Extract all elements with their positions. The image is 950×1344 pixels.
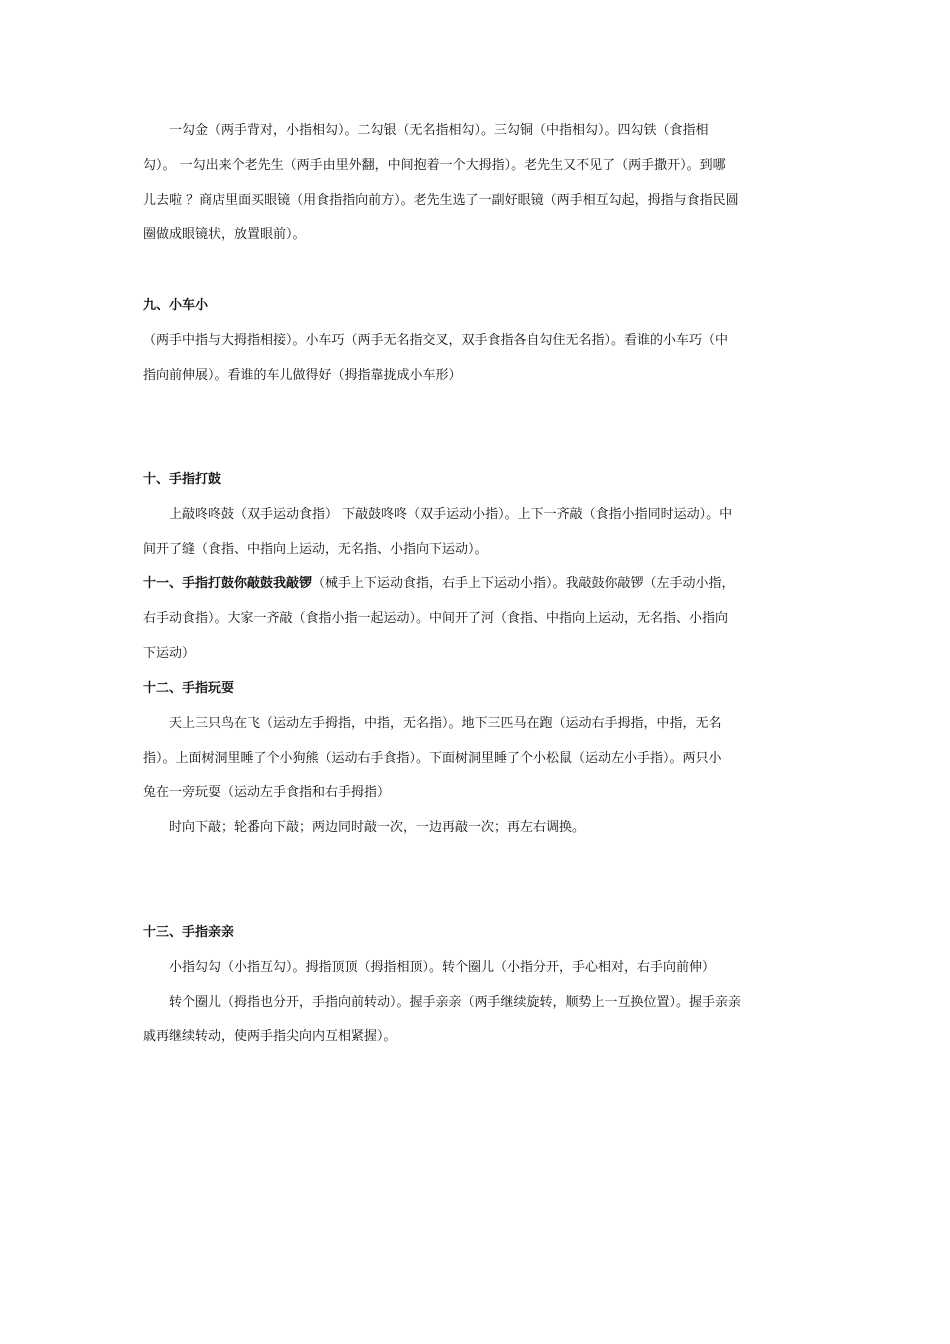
paragraph-text: （械手上下运动食指，右手上下运动小指）。我敲鼓你敲锣（左手动小指， [312,576,735,591]
paragraph-line: 圈做成眼镜状，放置眼前）。 [143,227,306,243]
section-10 [143,463,808,567]
paragraph-line: 勾）。 一勾出来个老先生（两手由里外翻，中间抱着一个大拇指）。老先生又不见了（两手撒开）。到哪 [143,157,726,173]
section-heading: 十一、手指打鼓你敲鼓我敲锣 [143,576,313,591]
paragraph-line: 时向下敲；轮番向下敲；两边同时敲一次，一边再敲一次；再左右调换。 [169,820,586,836]
paragraph-line: 下运动） [143,645,196,661]
section-9 [143,289,808,393]
paragraph-line: 间开了缝（食指、中指向上运动，无名指、小指向下运动）。 [143,541,488,557]
paragraph-line: 指向前伸展）。看谁的车儿做得好（拇指靠拢成小车形） [143,367,462,383]
section-heading: 九、小车小 [143,298,209,313]
paragraph-line: 右手动食指）。大家一齐敲（食指小指一起运动）。中间开了河（食指、中指向上运动，无名指、小指向 [143,610,729,626]
paragraph-line: 一勾金（两手背对，小指相勾）。二勾银（无名指相勾）。三勾铜（中指相勾）。四勾铁（食指相 [169,123,709,138]
section-8-paragraph [143,114,808,253]
section-heading: 十、手指打鼓 [143,472,222,487]
section-11 [143,567,808,671]
paragraph-line [143,567,808,602]
paragraph-line: 兔在一旁玩耍（运动左手食指和右手拇指） [143,785,391,801]
paragraph-line: 戚再继续转动，使两手指尖向内互相紧握）。 [143,1029,397,1045]
paragraph-line: 小指勾勾（小指互勾）。拇指顶顶（拇指相顶）。转个圈儿（小指分开，手心相对，右手向前伸） [169,959,716,975]
paragraph-line: 上敲咚咚鼓（双手运动食指） 下敲鼓咚咚（双手运动小指）。上下一齐敲（食指小指同时运动）。中 [169,506,733,522]
paragraph-line: 转个圈儿（拇指也分开，手指向前转动）。握手亲亲（两手继续旋转，顺势上一互换位置）。握手亲亲 [169,994,742,1010]
section-heading: 十二、手指玩耍 [143,681,235,696]
paragraph-line: （两手中指与大拇指相接）。小车巧（两手无名指交叉，双手食指各自勾住无名指）。看谁的小车巧（中 [143,332,729,348]
section-12 [143,672,808,846]
paragraph-line: 天上三只鸟在飞（运动左手拇指，中指，无名指）。地下三匹马在跑（运动右手拇指，中指，无名 [169,715,722,731]
paragraph-line: 指）。上面树洞里睡了个小狗熊（运动右手食指）。下面树洞里睡了个小松鼠（运动左小手指）。两只小 [143,750,722,766]
paragraph-line: 儿去啦 ？商店里面买眼镜（用食指指向前方）。老先生选了一副好眼镜（两手相互勾起，拇指与食指民圆 [143,192,739,208]
section-heading: 十三、手指亲亲 [143,925,235,940]
section-13 [143,916,808,1055]
